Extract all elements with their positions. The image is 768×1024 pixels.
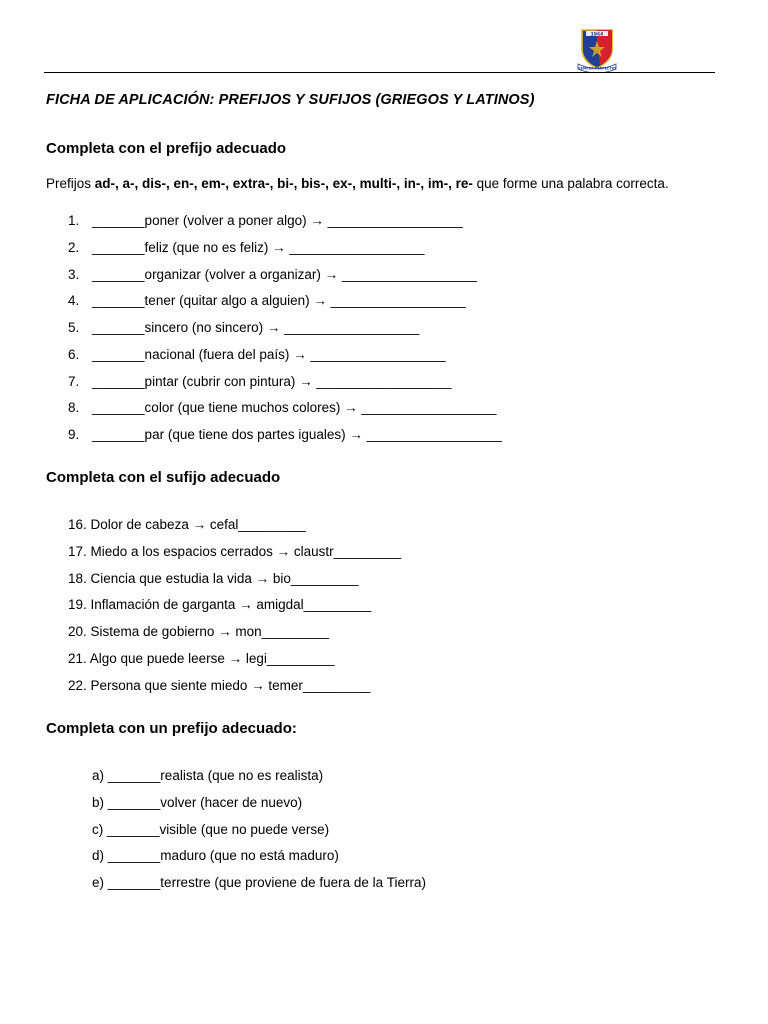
item-number: 6.	[68, 346, 80, 362]
item-number: 5.	[68, 320, 80, 335]
list-item	[46, 345, 502, 372]
item-text: _______par (que tiene dos partes iguales) → __________________	[92, 427, 502, 442]
item-number: 4.	[68, 293, 80, 309]
list-item: b) _______volver (hacer de nuevo)	[92, 794, 303, 810]
instructions-lead: Prefijos	[46, 176, 95, 191]
item-text: _______pintar (cubrir con pintura) → __________________	[92, 373, 452, 389]
list-item	[46, 425, 502, 452]
item-text: _______tener (quitar algo a alguien) → __________________	[92, 293, 466, 309]
item-number: 1.	[68, 213, 80, 228]
lettered-exercise-list	[92, 766, 426, 900]
item-number: 3.	[68, 266, 80, 282]
list-item	[46, 238, 502, 265]
item-text: _______poner (volver a poner algo) → __________________	[92, 213, 463, 228]
section-heading-prefijos: Completa con el prefijo adecuado	[46, 140, 287, 157]
item-text: _______sincero (no sincero) → __________________	[92, 320, 420, 335]
item-number: 2.	[68, 239, 80, 255]
list-item: 21. Algo que puede leerse → legi_________	[68, 650, 335, 666]
item-number: 7.	[68, 373, 80, 389]
list-item: e) _______terrestre (que proviene de fuera de la Tierra)	[92, 875, 426, 890]
list-item: 22. Persona que siente miedo → temer_________	[68, 677, 371, 693]
list-item	[46, 318, 502, 345]
header-divider	[44, 72, 715, 73]
prefix-exercise-list	[46, 211, 502, 452]
list-item: c) _______visible (que no puede verse)	[92, 821, 330, 837]
section-heading-sufijos: Completa con el sufijo adecuado	[46, 469, 281, 486]
school-crest-logo	[576, 27, 618, 73]
item-text: _______feliz (que no es feliz) → __________________	[92, 239, 425, 255]
section-heading-prefijo-adecuado: Completa con un prefijo adecuado:	[46, 720, 297, 737]
document-title: FICHA DE APLICACIÓN: PREFIJOS Y SUFIJOS (GRIEGOS Y LATINOS)	[46, 92, 535, 108]
item-text: _______nacional (fuera del país) → __________________	[92, 346, 446, 362]
list-item: 16. Dolor de cabeza → cefal_________	[68, 517, 306, 532]
list-item: 20. Sistema de gobierno → mon_________	[68, 624, 330, 640]
instructions-tail: que forme una palabra correcta.	[472, 176, 669, 191]
prefix-options: ad-, a-, dis-, en-, em-, extra-, bi-, bis-, ex-, multi-, in-, im-, re-	[94, 176, 473, 191]
list-item: 19. Inflamación de garganta → amigdal_________	[68, 597, 372, 613]
item-text: _______organizar (volver a organizar) → __________________	[92, 266, 478, 282]
list-item	[46, 211, 502, 238]
list-item: 17. Miedo a los espacios cerrados → claustr_________	[68, 543, 402, 559]
crest-motto: SEMPER PERFECTIO	[578, 66, 616, 71]
item-text: _______color (que tiene muchos colores) → __________________	[92, 400, 497, 416]
list-item	[46, 265, 502, 292]
suffix-exercise-list	[68, 515, 401, 703]
item-number: 8.	[68, 400, 80, 416]
crest-year: 1964	[590, 32, 604, 38]
item-number: 9.	[68, 427, 80, 442]
list-item	[46, 372, 502, 399]
list-item: 18. Ciencia que estudia la vida → bio_________	[68, 570, 359, 586]
list-item	[46, 291, 502, 318]
list-item: d) _______maduro (que no está maduro)	[92, 848, 339, 864]
prefix-instructions	[46, 176, 669, 191]
list-item: a) _______realista (que no es realista)	[92, 768, 324, 783]
list-item	[46, 398, 502, 425]
